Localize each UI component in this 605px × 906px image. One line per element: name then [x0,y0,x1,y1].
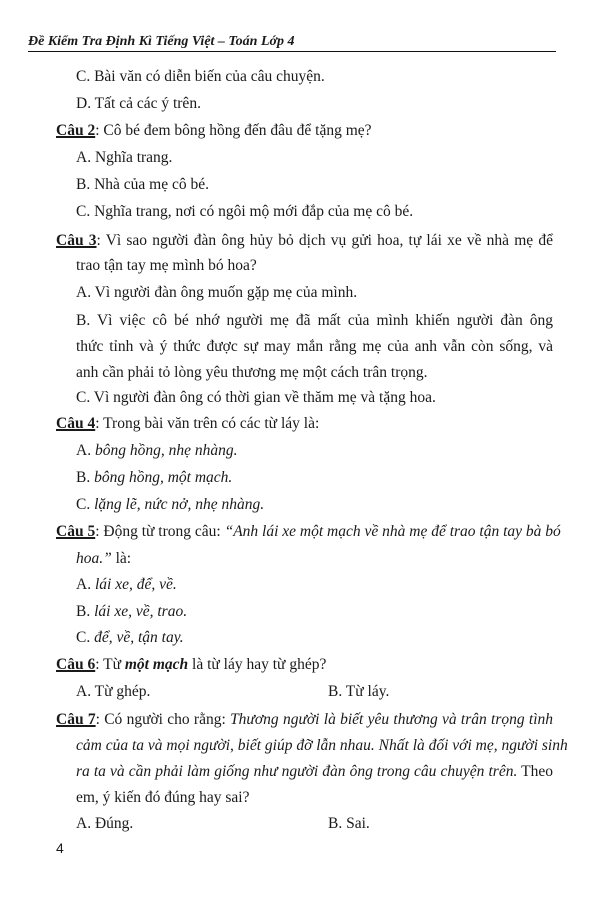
question-7 [56,710,553,730]
option-prefix: C. [76,496,95,513]
q1-option-c: C. Bài văn có diễn biến của câu chuyện. [76,68,325,85]
q3-option-b-cont: anh cần phải tỏ lòng yêu thương mẹ một cách trân trọng. [76,364,428,381]
q7-option-a: A. Đúng. [76,815,134,832]
quoted-sentence: hoa.” [76,550,112,567]
q5-option-c [76,628,184,648]
option-text: bông hồng, nhẹ nhàng. [94,442,238,459]
option-text: để, về, tận tay. [94,629,184,646]
q5-option-b [76,602,187,622]
q1-option-d: D. Tất cả các ý trên. [76,95,201,112]
question-text: là: [111,550,132,567]
q2-option-c: C. Nghĩa trang, nơi có ngôi mộ mới đắp của mẹ cô bé. [76,203,414,220]
question-text: : Trong bài văn trên có các từ láy là: [95,415,320,432]
page-number: 4 [56,840,64,856]
q7-option-b: B. Sai. [328,815,370,832]
question-7-cont [76,762,553,782]
option-text: lặng lẽ, nức nở, nhẹ nhàng. [94,496,265,513]
emphasized-term: một mạch [124,656,189,673]
question-text: : Có người cho rằng: [95,711,231,728]
question-text: : Từ [95,656,125,673]
q2-option-a: A. Nghĩa trang. [76,149,173,166]
option-prefix: A. [76,576,95,593]
question-text: Theo [517,763,553,780]
q3-option-c: C. Vì người đàn ông có thời gian về thăm mẹ và tặng hoa. [76,389,436,406]
question-text: : Vì sao người đàn ông hủy bỏ dịch vụ gửi hoa, tự lái xe về nhà mẹ để [96,232,553,249]
q4-option-c [76,495,264,515]
question-3-cont: trao tận tay mẹ mình bó hoa? [76,257,257,274]
question-5 [56,522,561,542]
quoted-opinion: ra ta và cần phải làm giống như người đàn ông trong câu chuyện trên. [76,763,518,780]
running-header: Đề Kiểm Tra Định Kì Tiếng Việt – Toán Lớp 4 [28,34,295,49]
option-prefix: B. [76,603,95,620]
q6-option-b: B. Từ láy. [328,683,390,700]
question-label: Câu 5 [56,523,96,540]
header-rule [28,51,556,52]
question-2 [56,121,372,141]
q3-option-b: B. Vì việc cô bé nhớ người mẹ đã mất của mình khiến người đàn ông [76,312,553,329]
question-3 [56,231,553,251]
q4-option-b [76,468,232,488]
q5-option-a [76,575,177,595]
option-text: lái xe, để, về. [94,576,177,593]
q6-option-a: A. Từ ghép. [76,683,151,700]
q3-option-a: A. Vì người đàn ông muốn gặp mẹ của mình. [76,284,358,301]
question-text: là từ láy hay từ ghép? [188,656,327,673]
quoted-sentence: “Anh lái xe một mạch về nhà mẹ để trao tận tay bà bó [224,523,561,540]
question-7-cont: em, ý kiến đó đúng hay sai? [76,789,250,806]
option-prefix: B. [76,469,95,486]
question-5-cont [76,549,131,569]
option-text: lái xe, về, trao. [94,603,188,620]
quoted-opinion: Thương người là biết yêu thương và trân trọng tình [230,711,554,728]
question-label: Câu 2 [56,122,96,139]
option-prefix: A. [76,442,95,459]
option-prefix: C. [76,629,95,646]
question-label: Câu 3 [56,232,97,249]
q3-option-b-cont: thức tỉnh và ý thức được sự may mắn rằng mẹ của anh vẫn còn sống, và [76,338,553,355]
question-label: Câu 6 [56,656,96,673]
question-text: : Động từ trong câu: [95,523,225,540]
question-label: Câu 4 [56,415,96,432]
option-text: bông hồng, một mạch. [94,469,233,486]
q4-option-a [76,441,237,461]
question-6 [56,655,326,675]
question-label: Câu 7 [56,711,96,728]
question-7-cont [76,736,568,756]
question-text: : Cô bé đem bông hồng đến đâu để tặng mẹ? [95,122,372,139]
quoted-opinion: cảm của ta và mọi người, biết giúp đỡ lẫn nhau. Nhất là đối với mẹ, người sinh [76,737,568,754]
question-4 [56,414,319,434]
q2-option-b: B. Nhà của mẹ cô bé. [76,176,209,193]
